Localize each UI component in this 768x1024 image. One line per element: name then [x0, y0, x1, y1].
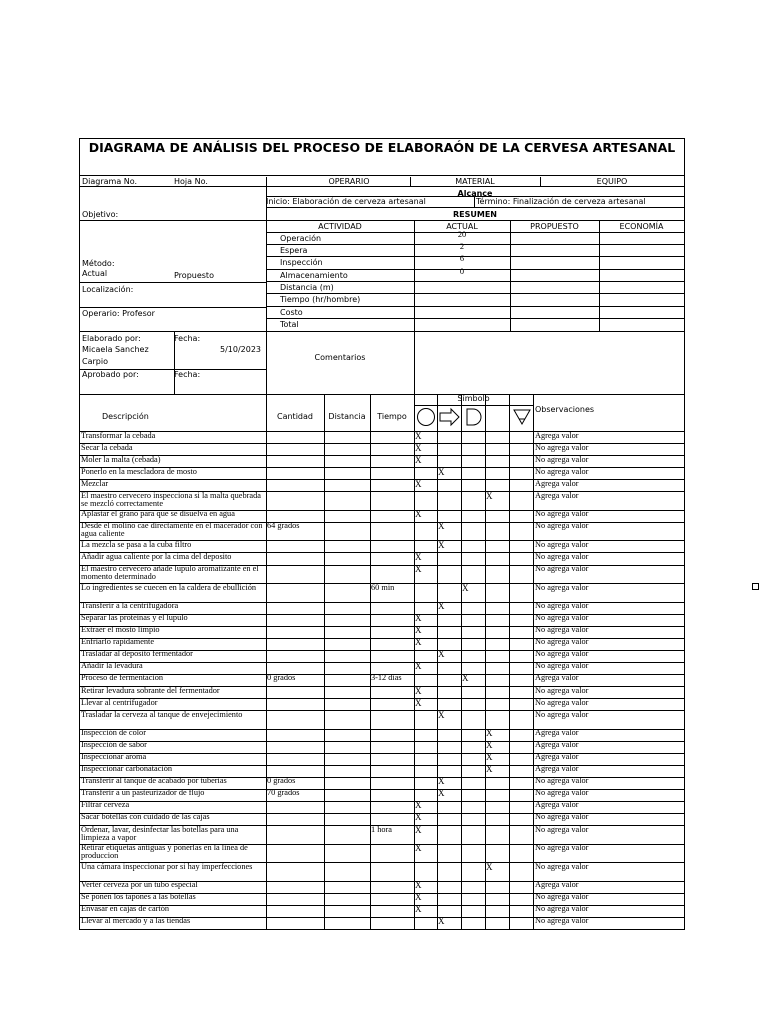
process-step-description: Transferir a la centrifugadora — [81, 602, 179, 611]
process-step-description: El maestro cervecero inspecciona si la malta quebrada se mezcló correctamente — [81, 491, 261, 508]
grid-line — [266, 244, 684, 245]
process-step-observacion: No agrega valor — [535, 892, 589, 902]
process-step-observacion: No agrega valor — [535, 861, 589, 871]
process-step-cantidad: 64 grados — [267, 521, 300, 531]
symbol-mark: X — [486, 740, 493, 751]
grid-line — [80, 307, 266, 308]
equipo-header: EQUIPO — [596, 177, 628, 186]
process-step-observacion: No agrega valor — [535, 685, 589, 695]
process-step-tiempo: 60 min — [371, 582, 395, 592]
fecha-value-1: 5/10/2023 — [220, 345, 262, 354]
symbol-mark: X — [438, 521, 445, 532]
grid-line — [80, 394, 684, 395]
symbol-mark: X — [486, 752, 493, 763]
symbol-mark: X — [462, 673, 469, 684]
symbol-mark: X — [486, 490, 493, 501]
process-step-observacion: Agrega valor — [535, 478, 579, 488]
process-step-description: Retirar levadura sobrante del fermentador — [81, 686, 220, 695]
symbol-mark: X — [415, 625, 422, 636]
grid-line — [266, 232, 684, 233]
process-step-description: Trasladar al deposito fermentador — [81, 650, 193, 659]
grid-line — [174, 331, 175, 394]
col-descripcion: Descripción — [102, 412, 149, 421]
symbol-mark: X — [415, 812, 422, 823]
symbol-mark: X — [486, 764, 493, 775]
fecha-label-2: Fecha: — [174, 370, 201, 379]
storage-triangle-icon — [512, 407, 532, 427]
grid-line — [485, 394, 486, 929]
summary-row-label: Total — [280, 320, 299, 329]
grid-line — [533, 394, 534, 929]
process-step-description: Aplastar el grano para que se disuelva en agua — [81, 510, 235, 519]
stray-checkbox-marker — [752, 583, 759, 590]
grid-line — [80, 186, 684, 187]
symbol-mark: X — [438, 788, 445, 799]
inicio-label: Inicio: Elaboración de cerveza artesanal — [266, 197, 426, 206]
symbol-mark: X — [415, 551, 422, 562]
grid-line — [266, 196, 684, 197]
process-step-cantidad: 0 grados — [267, 673, 296, 683]
process-step-description: Ordenar, lavar, desinfectar las botellas para una limpieza a vapor — [81, 825, 239, 842]
process-step-description: Proceso de fermentacion — [81, 674, 164, 683]
process-step-observacion: No agrega valor — [535, 812, 589, 822]
symbol-mark: X — [415, 637, 422, 648]
process-step-observacion: Agrega valor — [535, 490, 579, 500]
process-step-description: Se ponen los tapones a las botellas — [81, 893, 196, 902]
process-step-description: Secar la cebada — [81, 443, 133, 452]
process-step-observacion: No agrega valor — [535, 509, 589, 519]
process-step-observacion: No agrega valor — [535, 649, 589, 659]
operario-header: OPERARIO — [328, 177, 370, 186]
col-observaciones: Observaciones — [535, 405, 595, 414]
process-step-description: Añadir agua caliente por la cima del deposito — [81, 552, 232, 561]
process-step-description: Sacar botellas con cuidado de las cajas — [81, 813, 210, 822]
summary-row-actual: 2 — [459, 242, 465, 251]
inspection-square-icon — [486, 407, 506, 427]
summary-row-label: Almacenamiento — [280, 271, 348, 280]
process-step-description: Extraer el mosto limpio — [81, 626, 160, 635]
aprobado-label: Aprobado por: — [82, 370, 139, 379]
metodo-propuesto: Propuesto — [174, 271, 214, 280]
process-step-observacion: No agrega valor — [535, 539, 589, 549]
process-analysis-sheet — [79, 138, 685, 930]
process-step-observacion: No agrega valor — [535, 916, 589, 926]
col-cantidad: Cantidad — [277, 412, 313, 421]
process-step-observacion: Agrega valor — [535, 764, 579, 774]
symbol-mark: X — [438, 466, 445, 477]
process-step-observacion: No agrega valor — [535, 661, 589, 671]
process-step-description: Lo ingredientes se cuecen en la caldera de ebullición — [81, 583, 257, 592]
summary-row-label: Espera — [280, 246, 308, 255]
process-step-description: La mezcla se pasa a la cuba filtro — [81, 540, 192, 549]
transport-arrow-icon — [439, 407, 461, 427]
process-step-observacion: No agrega valor — [535, 564, 589, 574]
process-step-observacion: No agrega valor — [535, 613, 589, 623]
process-step-description: Transferir al tanque de acabado por tuberias — [81, 777, 227, 786]
process-step-observacion: Agrega valor — [535, 673, 579, 683]
symbol-mark: X — [415, 661, 422, 672]
grid-line — [266, 306, 684, 307]
col-simbolo: Símbolo — [457, 394, 490, 403]
process-step-observacion: No agrega valor — [535, 697, 589, 707]
process-step-observacion: No agrega valor — [535, 788, 589, 798]
process-step-cantidad: 0 grados — [267, 776, 296, 786]
summary-row-label: Operación — [280, 234, 322, 243]
localizacion-label: Localización: — [82, 285, 134, 294]
process-step-tiempo: 3-12 dias — [371, 673, 402, 683]
process-step-description: Moler la malta (cebada) — [81, 455, 161, 464]
symbol-mark: X — [415, 509, 422, 520]
symbol-mark: X — [438, 916, 445, 927]
col-distancia: Distancia — [328, 412, 366, 421]
grid-line — [80, 331, 266, 332]
col-tiempo: Tiempo — [377, 412, 407, 421]
symbol-mark: X — [415, 613, 422, 624]
process-step-description: Transformar la cebada — [81, 431, 156, 440]
process-step-description: Mezclar — [81, 479, 109, 488]
metodo-label: Método: — [82, 259, 115, 268]
symbol-mark: X — [486, 861, 493, 872]
process-step-description: Desde el molino cae directamente en el macerador con agua caliente — [81, 522, 263, 539]
process-step-description: Envasar en cajas de cartón — [81, 905, 169, 914]
symbol-mark: X — [415, 454, 422, 465]
process-step-observacion: No agrega valor — [535, 466, 589, 476]
operation-circle-icon — [416, 407, 436, 427]
grid-line — [540, 177, 541, 186]
grid-line — [266, 256, 684, 257]
process-step-observacion: Agrega valor — [535, 740, 579, 750]
symbol-mark: X — [415, 430, 422, 441]
symbol-mark: X — [415, 904, 422, 915]
summary-row-actual: 6 — [459, 254, 465, 263]
process-step-observacion: No agrega valor — [535, 454, 589, 464]
symbol-mark: X — [438, 709, 445, 720]
grid-line — [599, 220, 600, 331]
symbol-mark: X — [415, 800, 422, 811]
summary-row-label: Tiempo (hr/hombre) — [280, 295, 361, 304]
symbol-mark: X — [415, 843, 422, 854]
symbol-mark: X — [415, 824, 422, 835]
grid-line — [266, 318, 684, 319]
delay-d-icon — [465, 407, 483, 427]
metodo-actual: Actual — [82, 269, 108, 278]
summary-row-label: Inspección — [280, 258, 323, 267]
process-step-observacion: No agrega valor — [535, 625, 589, 635]
process-step-observacion: No agrega valor — [535, 442, 589, 452]
process-step-observacion: No agrega valor — [535, 551, 589, 561]
process-step-observacion: No agrega valor — [535, 601, 589, 611]
symbol-mark: X — [415, 564, 422, 575]
symbol-mark: X — [438, 601, 445, 612]
grid-line — [474, 196, 475, 207]
symbol-mark: X — [438, 539, 445, 550]
summary-col-actual: ACTUAL — [446, 222, 478, 231]
process-step-description: Inspeccionar aroma — [81, 753, 147, 762]
grid-line — [509, 394, 510, 929]
grid-line — [80, 220, 684, 221]
grid-line — [266, 331, 684, 332]
sheet-number-label: Hoja No. — [174, 177, 208, 186]
symbol-mark: X — [462, 582, 469, 593]
process-step-description: Inspeccionar carbonatación — [81, 765, 172, 774]
process-step-observacion: Agrega valor — [535, 800, 579, 810]
process-step-description: Retirar etiquetas antiguas y ponerlas en la linea de produccion — [81, 844, 248, 861]
process-step-observacion: No agrega valor — [535, 637, 589, 647]
process-step-observacion: No agrega valor — [535, 709, 589, 719]
grid-line — [510, 220, 511, 331]
symbol-mark: X — [415, 442, 422, 453]
summary-col-propuesto: PROPUESTO — [530, 222, 579, 231]
process-step-description: Añadir la levadura — [81, 662, 143, 671]
process-step-description: Separar las proteinas y el lupulo — [81, 614, 188, 623]
process-step-observacion: No agrega valor — [535, 843, 589, 853]
summary-col-actividad: ACTIVIDAD — [318, 222, 362, 231]
resumen-label: RESUMEN — [452, 210, 497, 219]
material-header: MATERIAL — [455, 177, 495, 186]
process-step-description: Ponerlo en la mescladora de mosto — [81, 467, 197, 476]
process-step-observacion: Agrega valor — [535, 752, 579, 762]
operario-profesor-label: Operario: Profesor — [82, 309, 155, 318]
symbol-mark: X — [486, 728, 493, 739]
symbol-mark: X — [415, 685, 422, 696]
elaborado-name-line1: Micaela Sanchez — [82, 345, 149, 354]
process-step-observacion: No agrega valor — [535, 582, 589, 592]
symbol-mark: X — [415, 478, 422, 489]
grid-line — [414, 220, 415, 394]
process-step-description: Llevar al centrifugador — [81, 698, 158, 707]
grid-line — [266, 207, 684, 208]
process-step-description: El maestro cervecero añade lupulo aromatizante en el momento determinado — [81, 565, 259, 582]
grid-line — [266, 177, 267, 394]
grid-line — [370, 394, 371, 929]
summary-row-actual: 0 — [459, 267, 465, 276]
process-step-observacion: No agrega valor — [535, 904, 589, 914]
elaborado-label: Elaborado por: — [82, 334, 141, 343]
document-title: DIAGRAMA DE ANÁLISIS DEL PROCESO DE ELABORAÓN DE LA CERVESA ARTESANAL — [80, 139, 684, 176]
summary-col-economia: ECONOMÍA — [619, 222, 664, 231]
process-step-observacion: Agrega valor — [535, 880, 579, 890]
grid-line — [80, 282, 266, 283]
grid-line — [324, 394, 325, 929]
grid-line — [266, 281, 684, 282]
process-step-description: Llevar al mercado y a las tiendas — [81, 917, 191, 926]
comentarios-label: Comentarios — [314, 353, 366, 362]
process-step-description: Inspección de sabor — [81, 741, 147, 750]
process-step-observacion: Agrega valor — [535, 430, 579, 440]
process-step-observacion: No agrega valor — [535, 776, 589, 786]
termino-label: Término: Finalización de cerveza artesanal — [476, 197, 646, 206]
process-step-observacion: No agrega valor — [535, 824, 589, 834]
diagram-number-label: Diagrama No. — [82, 177, 138, 186]
process-step-description: Enfriarlo rapidamente — [81, 638, 155, 647]
symbol-mark: X — [415, 892, 422, 903]
process-step-cantidad: 70 grados — [267, 788, 300, 798]
process-step-tiempo: 1 hora — [371, 824, 392, 834]
symbol-mark: X — [415, 880, 422, 891]
grid-line — [461, 394, 462, 929]
alcance-label: Alcance — [457, 189, 493, 198]
process-step-observacion: Agrega valor — [535, 728, 579, 738]
grid-line — [266, 269, 684, 270]
process-step-observacion: No agrega valor — [535, 521, 589, 531]
grid-line — [414, 405, 533, 406]
grid-line — [410, 177, 411, 186]
symbol-mark: X — [438, 776, 445, 787]
grid-line — [80, 369, 266, 370]
process-step-description: Filtrar cerveza — [81, 801, 130, 810]
fecha-label-1: Fecha: — [174, 334, 201, 343]
summary-row-label: Costo — [280, 308, 303, 317]
objetivo-label: Objetivo: — [82, 210, 119, 219]
process-step-description: Trasladar la cerveza al tanque de envejecimiento — [81, 710, 243, 719]
symbol-mark: X — [415, 697, 422, 708]
grid-line — [80, 929, 684, 930]
process-step-description: Transferir a un pasteurizador de flujo — [81, 789, 205, 798]
elaborado-name-line2: Carpio — [82, 357, 108, 366]
grid-line — [266, 293, 684, 294]
symbol-mark: X — [438, 649, 445, 660]
summary-row-label: Distancia (m) — [280, 283, 334, 292]
process-step-description: Una cámara inspeccionar por si hay imperfecciones — [81, 862, 253, 871]
summary-row-actual: 20 — [457, 230, 467, 239]
process-step-description: Inspección de color — [81, 729, 146, 738]
process-step-description: Verter cerveza por un tubo especial — [81, 881, 198, 890]
